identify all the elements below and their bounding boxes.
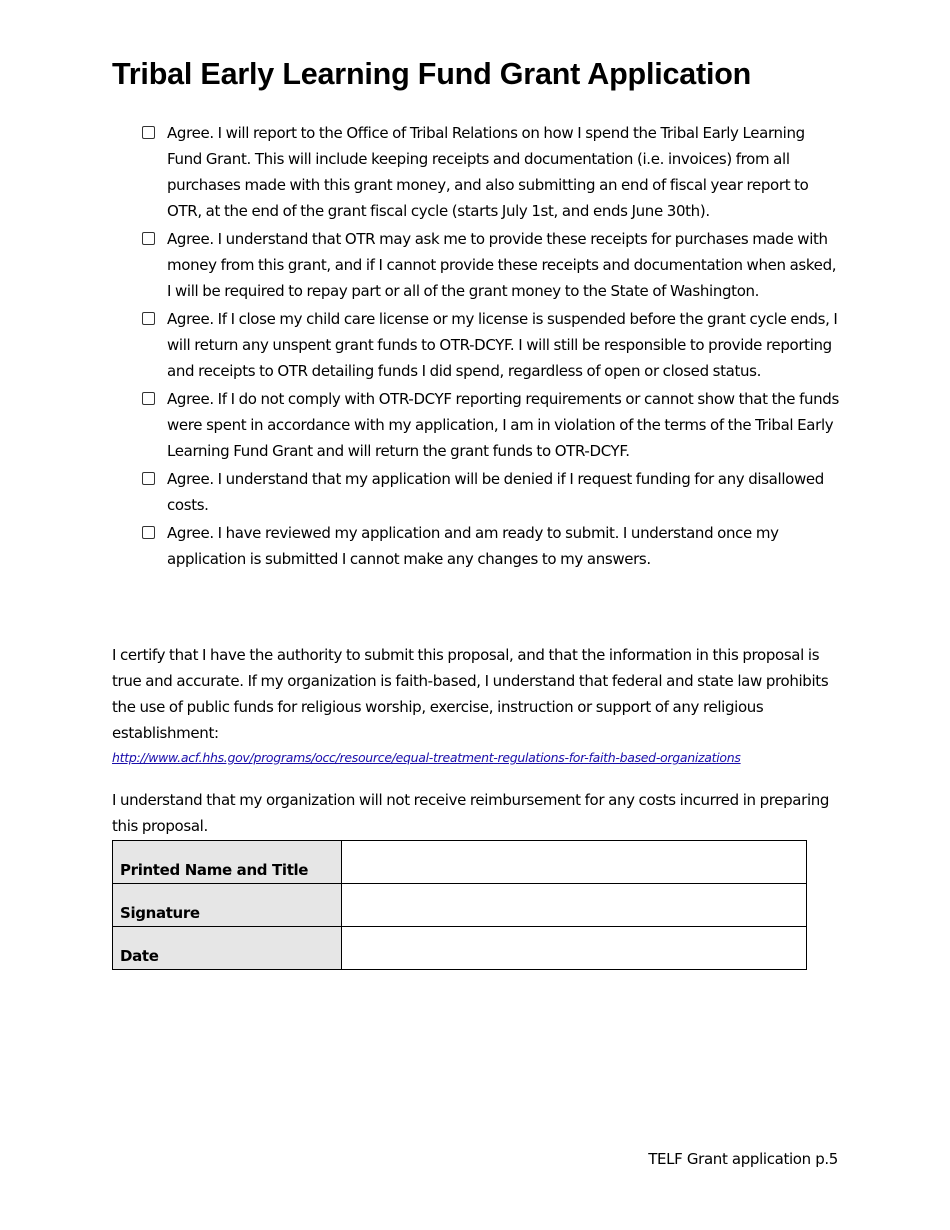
agreement-text: Agree. I understand that OTR may ask me to provide these receipts for purchases made with money from this grant, and if I cannot provide these receipts and documentation when asked, I will be required to repay part or all of the grant money to the State of Washington. [167,230,837,300]
table-row [113,841,807,884]
printed-name-label: Printed Name and Title [113,841,342,884]
date-field[interactable] [342,927,807,970]
agreement-item [140,466,840,518]
table-row [113,884,807,927]
agreement-text: Agree. I will report to the Office of Tribal Relations on how I spend the Tribal Early Learning Fund Grant. This will include keeping receipts and documentation (i.e. invoices) from all purchases made with this grant money, and also submitting an end of fiscal year report to OTR, at the end of the grant fiscal cycle (starts July 1st, and ends June 30th). [167,124,809,220]
agreement-text: Agree. If I do not comply with OTR-DCYF reporting requirements or cannot show that the funds were spent in accordance with my application, I am in violation of the terms of the Tribal Early Learning Fund Grant and will return the grant funds to OTR-DCYF. [167,390,839,460]
agree-checkbox[interactable] [142,232,155,245]
signature-label: Signature [113,884,342,927]
agree-checkbox[interactable] [142,126,155,139]
agreement-item [140,386,840,464]
page-title: Tribal Early Learning Fund Grant Application [112,57,752,91]
agree-checkbox[interactable] [142,526,155,539]
agree-checkbox[interactable] [142,312,155,325]
table-row [113,927,807,970]
agreement-text: Agree. If I close my child care license or my license is suspended before the grant cycle ends, I will return any unspent grant funds to OTR-DCYF. I will still be responsible to provide reporting and receipts to OTR detailing funds I did spend, regardless of open or closed status. [167,310,838,380]
agreement-text: Agree. I understand that my application will be denied if I request funding for any disallowed costs. [167,470,824,514]
agreement-item [140,226,840,304]
agree-checkbox[interactable] [142,472,155,485]
faith-based-regulations-link[interactable]: http://www.acf.hhs.gov/programs/occ/resource/equal-treatment-regulations-for-faith-based-organizations [112,750,741,765]
signature-field[interactable] [342,884,807,927]
agreement-item [140,120,840,224]
certification-paragraph: I certify that I have the authority to submit this proposal, and that the information in this proposal is true and accurate. If my organization is faith-based, I understand that federal and state law prohibits the use of public funds for religious worship, exercise, instruction or support of any religious establishment: [112,646,829,742]
agreement-text: Agree. I have reviewed my application and am ready to submit. I understand once my application is submitted I cannot make any changes to my answers. [167,524,779,568]
date-label: Date [113,927,342,970]
agree-checkbox[interactable] [142,392,155,405]
printed-name-field[interactable] [342,841,807,884]
page-footer: TELF Grant application p.5 [648,1150,838,1168]
reimbursement-note: I understand that my organization will not receive reimbursement for any costs incurred in preparing this proposal. [112,791,830,835]
agreement-item [140,306,840,384]
agreement-list [140,120,840,574]
agreement-item [140,520,840,572]
signature-table [112,840,807,970]
